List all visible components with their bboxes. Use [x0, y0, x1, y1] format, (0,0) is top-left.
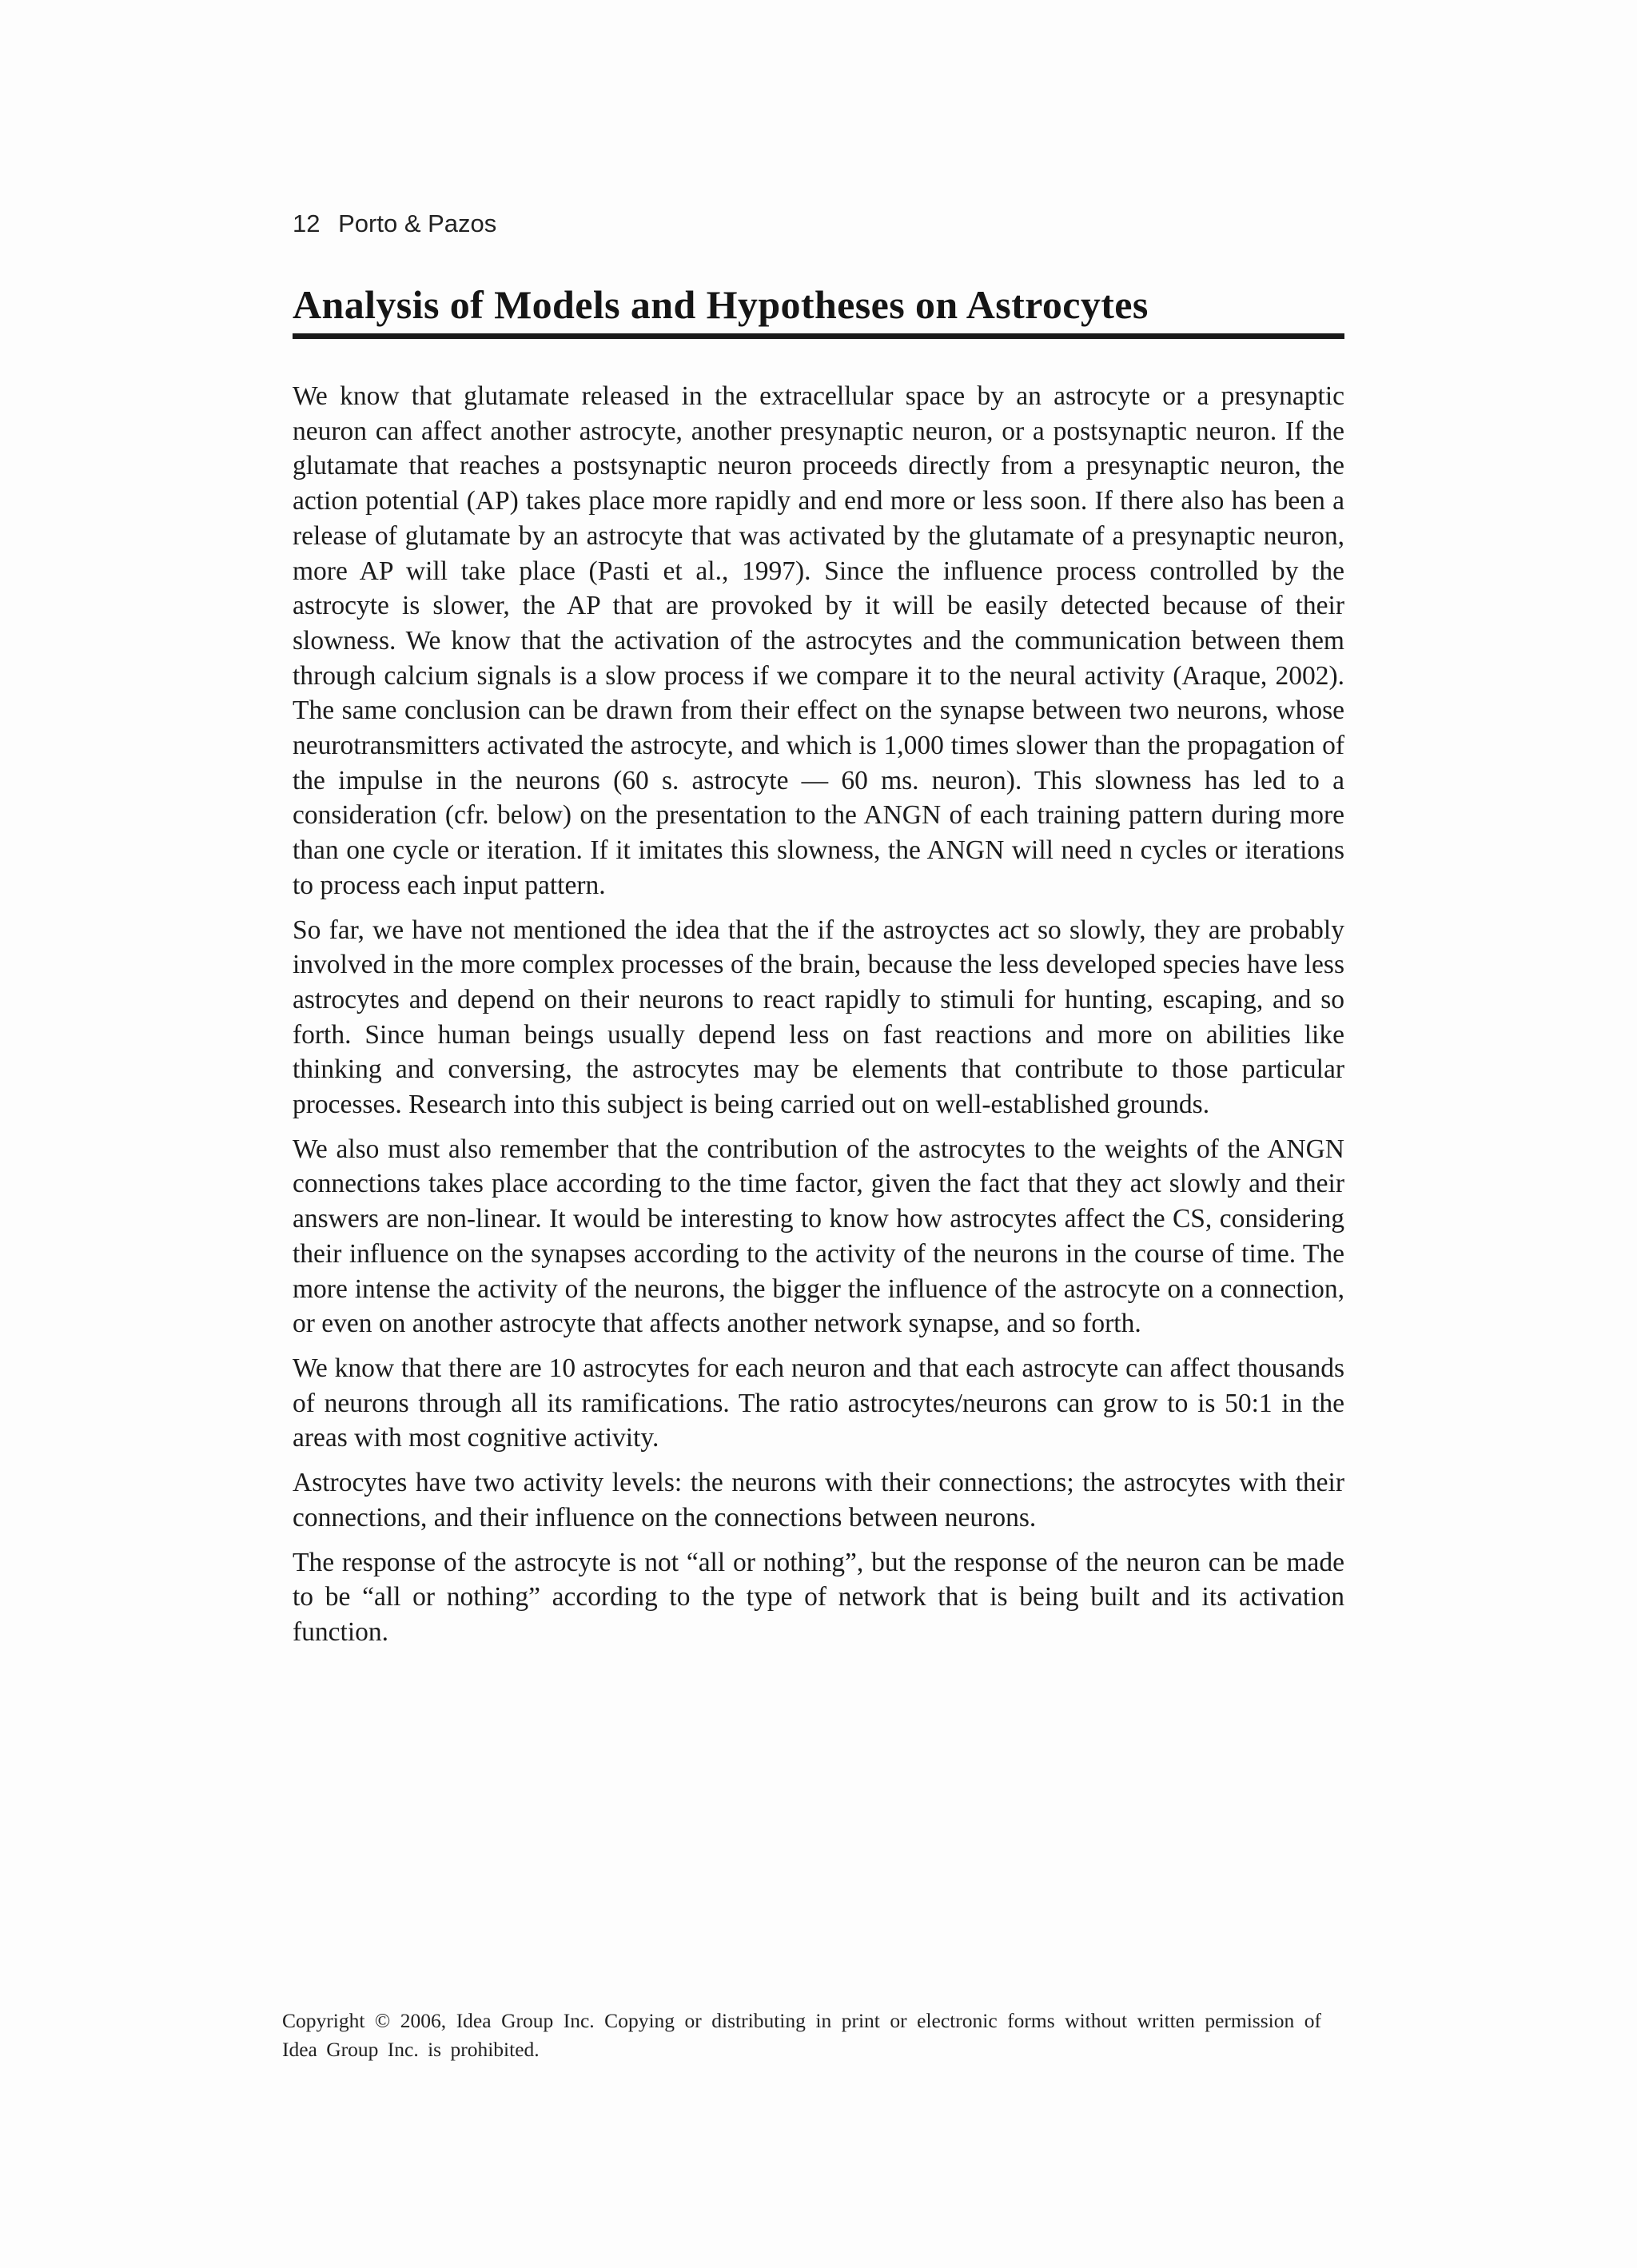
page-number: 12	[293, 209, 321, 237]
paragraph: The response of the astrocyte is not “all or nothing”, but the response of the neuron can be made to be “all or nothing” according to the type of network that is being built and its activation function.	[293, 1547, 1344, 1647]
paragraph: We know that there are 10 astrocytes for each neuron and that each astrocyte can affect thousands of neurons through all its ramifications. The ratio astrocytes/neurons can grow to is 50:1 in the areas with most cognitive activity.	[293, 1353, 1344, 1453]
copyright-text: Copyright © 2006, Idea Group Inc. Copying or distributing in print or electronic forms without written permission of Idea Group Inc. is prohibited.	[282, 2009, 1321, 2061]
running-title: Porto & Pazos	[338, 209, 497, 237]
paragraph: Astrocytes have two activity levels: the neurons with their connections; the astrocytes with their connections, and their influence on the connections between neurons.	[293, 1468, 1344, 1533]
running-header	[293, 209, 496, 238]
body-text	[293, 379, 1344, 1660]
paragraph: We know that glutamate released in the extracellular space by an astrocyte or a presynaptic neuron can affect another astrocyte, another presynaptic neuron, or a postsynaptic neuron. If the glutamate that reaches a postsynaptic neuron proceeds directly from a presynaptic neuron, the action potential (AP) takes place more rapidly and end more or less soon. If there also has been a release of glutamate by an astrocyte that was activated by the glutamate of a presynaptic neuron, more AP will take place (Pasti et al., 1997). Since the influence process controlled by the astrocyte is slower, the AP that are provoked by it will be easily detected because of their slowness. We know that the activation of the astrocytes and the communication between them through calcium signals is a slow process if we compare it to the neural activity (Araque, 2002). The same conclusion can be drawn from their effect on the synapse between two neurons, whose neurotransmitters activated the astrocyte, and which is 1,000 times slower than the propagation of the impulse in the neurons (60 s. astrocyte — 60 ms. neuron). This slowness has led to a consideration (cfr. below) on the presentation to the ANGN of each training pattern during more than one cycle or iteration. If it imitates this slowness, the ANGN will need n cycles or iterations to process each input pattern.	[293, 381, 1344, 900]
paragraph: So far, we have not mentioned the idea that the if the astroyctes act so slowly, they are probably involved in the more complex processes of the brain, because the less developed species have less astrocytes and depend on their neurons to react rapidly to stimuli for hunting, escaping, and so forth. Since human beings usually depend less on fast reactions and more on abilities like thinking and conversing, the astrocytes may be elements that contribute to those particular processes. Research into this subject is being carried out on well-established grounds.	[293, 915, 1344, 1120]
paragraph: We also must also remember that the contribution of the astrocytes to the weights of the ANGN connections takes place according to the time factor, given the fact that they act slowly and their answers are non-linear. It would be interesting to know how astrocytes affect the CS, considering their influence on the synapses according to the activity of the neurons in the course of time. The more intense the activity of the neurons, the bigger the influence of the astrocyte on a connection, or even on another astrocyte that affects another network synapse, and so forth.	[293, 1134, 1344, 1339]
section-title: Analysis of Models and Hypotheses on Astrocytes	[293, 283, 1344, 339]
copyright-notice	[282, 2007, 1321, 2064]
